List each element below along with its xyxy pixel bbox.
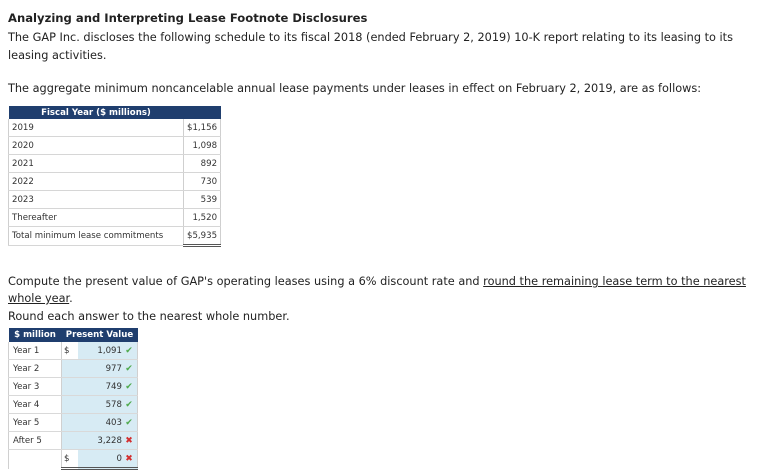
- row-label: 2022: [9, 173, 184, 191]
- intro-text: The aggregate minimum noncancelable annual lease payments under leases in effect on February 2, 2019, are as follows:: [8, 82, 702, 95]
- round-instruction: Round each answer to the nearest whole number.: [8, 310, 290, 323]
- answer-input[interactable]: [78, 414, 138, 432]
- compute-instruction: [8, 273, 773, 307]
- present-value-table: [8, 328, 138, 470]
- fiscal-table-header-blank: [184, 106, 221, 119]
- table-row: [9, 378, 138, 396]
- answer-value: 403: [105, 417, 122, 428]
- row-value: 1,098: [184, 137, 221, 155]
- row-label: 2021: [9, 155, 184, 173]
- row-label: Total minimum lease commitments: [9, 227, 184, 246]
- compute-underlined-text: round the remaining lease term to the nearest whole year: [8, 275, 746, 305]
- description-text: The GAP Inc. discloses the following schedule to its fiscal 2018 (ended February 2, 2019) 10-K report relating to its leasing to its leasing activities.: [8, 31, 733, 62]
- check-icon: ✔: [125, 381, 133, 392]
- row-value: 1,520: [184, 209, 221, 227]
- table-row: [9, 173, 221, 191]
- currency-symbol: [62, 378, 79, 396]
- answer-value: 3,228: [97, 435, 122, 446]
- answer-value: 578: [105, 399, 122, 410]
- pv-header-label: $ million: [9, 328, 62, 342]
- table-row: [9, 396, 138, 414]
- table-row: [9, 191, 221, 209]
- currency-symbol: $: [62, 342, 79, 360]
- row-label: 2023: [9, 191, 184, 209]
- answer-input[interactable]: [78, 432, 138, 450]
- answer-input[interactable]: [78, 360, 138, 378]
- currency-symbol: [62, 360, 79, 378]
- table-row: [9, 414, 138, 432]
- compute-text-end: .: [69, 292, 73, 305]
- currency-symbol: [62, 432, 79, 450]
- pv-header-value: Present Value: [62, 328, 138, 342]
- table-row: [9, 432, 138, 450]
- check-icon: ✔: [125, 345, 133, 356]
- table-row: [9, 155, 221, 173]
- x-icon: ✖: [125, 453, 133, 464]
- table-row: [9, 360, 138, 378]
- row-label: Year 1: [9, 342, 62, 360]
- row-label: Year 5: [9, 414, 62, 432]
- answer-input[interactable]: [78, 396, 138, 414]
- answer-input[interactable]: [78, 450, 138, 469]
- check-icon: ✔: [125, 363, 133, 374]
- row-label: [9, 450, 62, 469]
- fiscal-year-table: [8, 106, 221, 247]
- row-value: 892: [184, 155, 221, 173]
- currency-symbol: [62, 414, 79, 432]
- table-row-total: [9, 450, 138, 469]
- table-row: [9, 137, 221, 155]
- row-label: After 5: [9, 432, 62, 450]
- answer-input[interactable]: [78, 378, 138, 396]
- check-icon: ✔: [125, 399, 133, 410]
- row-label: Thereafter: [9, 209, 184, 227]
- row-label: Year 4: [9, 396, 62, 414]
- answer-input[interactable]: [78, 342, 138, 360]
- answer-value: 0: [116, 453, 122, 464]
- table-row: [9, 342, 138, 360]
- answer-value: 1,091: [97, 345, 122, 356]
- row-value: $5,935: [184, 227, 221, 246]
- page-title: Analyzing and Interpreting Lease Footnote Disclosures: [8, 11, 368, 25]
- row-value: 539: [184, 191, 221, 209]
- row-label: 2020: [9, 137, 184, 155]
- table-row: [9, 119, 221, 137]
- answer-value: 749: [105, 381, 122, 392]
- fiscal-table-header: Fiscal Year ($ millions): [9, 106, 184, 119]
- answer-value: 977: [105, 363, 122, 374]
- table-row-total: [9, 227, 221, 246]
- row-label: Year 2: [9, 360, 62, 378]
- check-icon: ✔: [125, 417, 133, 428]
- compute-text: Compute the present value of GAP's operating leases using a 6% discount rate and: [8, 275, 484, 288]
- currency-symbol: $: [62, 450, 79, 469]
- currency-symbol: [62, 396, 79, 414]
- table-row: [9, 209, 221, 227]
- row-label: Year 3: [9, 378, 62, 396]
- row-value: 730: [184, 173, 221, 191]
- row-value: $1,156: [184, 119, 221, 137]
- x-icon: ✖: [125, 435, 133, 446]
- row-label: 2019: [9, 119, 184, 137]
